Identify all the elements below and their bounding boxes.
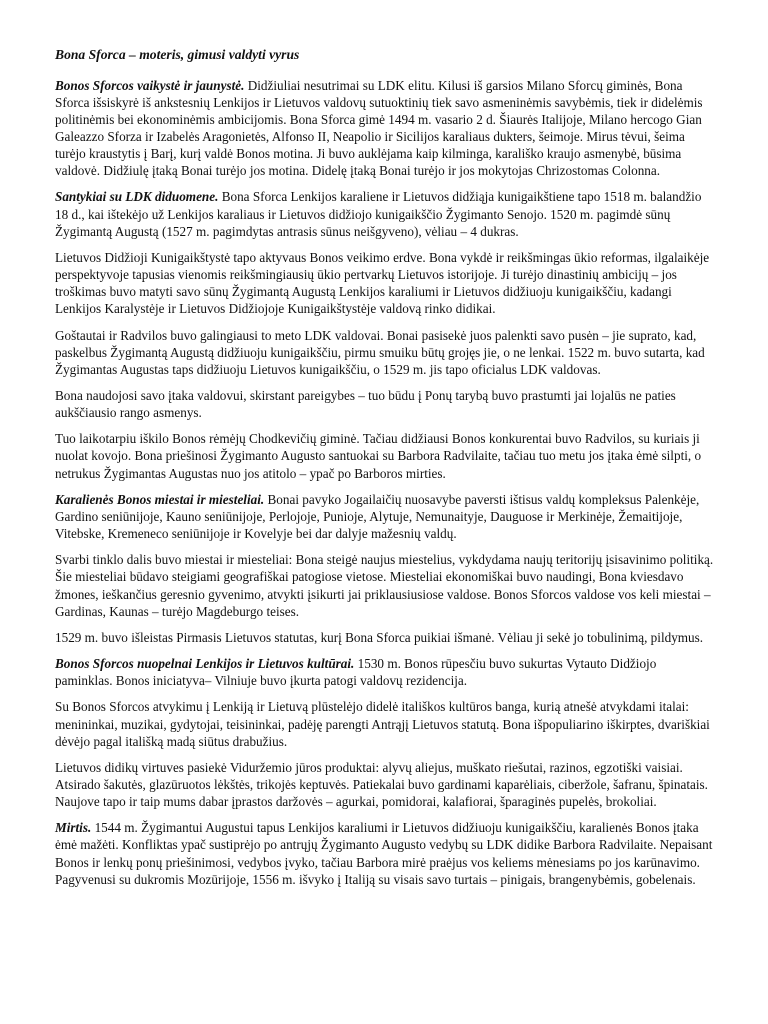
- paragraph-text: Didžiuliai nesutrimai su LDK elitu. Kilusi iš garsios Milano Sforcų giminės, Bona Sforca išsiskyrė iš ankstesnių Lenkijos ir Lietuvos valdovų sutuoktinių tiek savo asmeninėmis savybėmis, tiek ir didelėmis politinėmis bei ekonominėmis ambicijomis. Bona Sforca gimė 1494 m. vasario 2 d. Šiaurės Italijoje, Milano hercogo Gian Galeazzo Sforza ir Izabelės Aragonietės, Alfonso II, Neapolio ir Sicilijos karaliaus dukters, šeimoje. Mirus tėvui, šeima turėjo kraustytis į Barį, kurį valdė Bonos motina. Ji buvo auklėjama kaip kilminga, karališko kraujo asmenybė, būsima valdovė. Didžiulę įtaką Bonai turėjo jos motina. Didelę įtaką Bonai turėjo ir jos mokytojas Chrizostomas Colonna.: [55, 77, 703, 179]
- paragraph-heading: Bonos Sforcos nuopelnai Lenkijos ir Lietuvos kultūrai.: [55, 656, 355, 672]
- paragraph-culture: [55, 655, 717, 689]
- paragraph-cuisine: [55, 759, 717, 810]
- paragraph-gostautai-radvilos: [55, 327, 717, 378]
- paragraph-text: 1544 m. Žygimantui Augustui tapus Lenkijos karaliumi ir Lietuvos didžiuoju kunigaikščiu, karalienės Bonos įtaka ėmė mažėti. Konfliktas ypač sustiprėjo po antrųjų Žygimanto Augusto vedybų su LDK didike Barbora Radvilaite. Nepaisant Bonos ir lenkų ponų priešinimosi, vedybos įvyko, tačiau Barbora mirė praėjus vos keliems mėnesiams po jos karūnavimo. Pagyvenusi su dukromis Mozūrijoje, 1556 m. išvyko į Italiją su visais savo turtais – pinigais, brangenybėmis, gobelenais.: [55, 820, 713, 887]
- document-page: [55, 46, 717, 897]
- paragraph-death: [55, 819, 717, 888]
- paragraph-towns: [55, 491, 717, 542]
- paragraph-text: 1529 m. buvo išleistas Pirmasis Lietuvos statutas, kurį Bona Sforca puikiai išmanė. Vėliau ji sekė jo tobulinimą, pildymus.: [55, 629, 704, 645]
- paragraph-text: Goštautai ir Radvilos buvo galingiausi to meto LDK valdovai. Bonai pasisekė juos palenkti savo pusėn – jie suprato, kad, paskelbus Žygimantą Augustą didžiuoju kunigaikščiu, pirmu smuiku būtų grojęs jie, o ne lenkai. 1522 m. buvo sutarta, kad Žygimantas Augustas taps didžiuoju Lietuvos kunigaikščiu, o 1529 m. jis tapo oficialus LDK valdovas.: [55, 327, 705, 377]
- paragraph-text: Tuo laikotarpiu iškilo Bonos rėmėjų Chodkevičių giminė. Tačiau didžiausi Bonos konkurentai buvo Radvilos, su kuriais ji nuolat kovojo. Bona priešinosi Žygimanto Augusto santuokai su Barbora Radvilaite, tačiau tuo metu jos įtaka ėmė silpti, o netrukus Žygimantas Augustas nuo jos atitolo – ypač po Barboros mirties.: [55, 431, 702, 481]
- paragraph-gdl-activity: [55, 249, 717, 318]
- paragraph-text: Bona naudojosi savo įtaka valdovui, skirstant pareigybes – tuo būdu į Ponų tarybą buvo prastumti jai lojalūs ne paties aukščiausio rango asmenys.: [55, 388, 676, 421]
- paragraph-heading: Santykiai su LDK diduomene.: [55, 189, 219, 205]
- paragraph-heading: Karalienės Bonos miestai ir miesteliai.: [55, 491, 265, 507]
- paragraph-text: Lietuvos Didžioji Kunigaikštystė tapo aktyvaus Bonos veikimo erdve. Bona vykdė ir reikšmingas ūkio reformas, ilgalaikėje perspektyvoje tapusias vienomis reikšmingiausių ūkio pertvarkų Lietuvos istorijoje. Ji turėjo dinastinių ambicijų – jos troškimas buvo matyti savo sūnų Žygimantą Augustą Lenkijos karaliumi ir Lietuvos didžiuoju kunigaikščiu, kadangi Lenkijos Karalystėje ir Lietuvos Didžiojoje Kunigaikštystėje valdovą rinko didikai.: [55, 249, 710, 317]
- paragraph-text: Bona Sforca Lenkijos karaliene ir Lietuvos didžiąja kunigaikštiene tapo 1518 m. balandžio 18 d., kai ištekėjo už Lenkijos karaliaus ir Lietuvos didžiojo kunigaikščio Žygimanto Senojo. 1520 m. pagimdė sūnų Žygimantą Augustą (1527 m. pagimdytas antrasis sūnus neišgyveno), vėliau – 4 dukras.: [55, 189, 702, 239]
- paragraph-text: 1530 m. Bonos rūpesčiu buvo sukurtas Vytauto Didžiojo paminklas. Bonos iniciatyva– Vilniuje buvo įkurta patogi valdovų rezidencija.: [55, 656, 657, 689]
- document-title: Bona Sforca – moteris, gimusi valdyti vyrus: [55, 47, 300, 62]
- paragraph-chodkevicius: [55, 430, 717, 481]
- paragraph-influence: [55, 387, 717, 421]
- paragraph-text: Lietuvos didikų virtuves pasiekė Viduržemio jūros produktai: alyvų aliejus, muškato riešutai, razinos, egzotiški vaisiai. Atsirado šakutės, glazūruotos lėkštės, trikojės keptuvės. Patiekalai buvo gardinami kaparėliais, ciberžole, šafranu, špinatais. Naujove tapo ir taip mums dabar įprastos daržovės – agurkai, pomidorai, kalafiorai, šparaginės pupelės, brokoliai.: [55, 759, 708, 810]
- paragraph-childhood: [55, 77, 717, 180]
- paragraph-statute: [55, 629, 717, 646]
- paragraph-italian-culture: [55, 698, 717, 749]
- paragraph-heading: Bonos Sforcos vaikystė ir jaunystė.: [55, 77, 245, 93]
- paragraph-text: Su Bonos Sforcos atvykimu į Lenkiją ir Lietuvą plūstelėjo didelė itališkos kultūros banga, kurią atnešė atvykdami italai: menininkai, muzikai, gydytojai, teisininkai, padėję parengti Antrąjį Lietuvos statutą. Bona išpopuliarino iškirptes, dvariškiai dėvėjo pagal itališką madą siūtus drabužius.: [55, 699, 710, 749]
- paragraph-text: Bonai pavyko Jogailaičių nuosavybe paversti ištisus valdų kompleksus Palenkėje, Gardino seniūnijoje, Kauno seniūnijoje, Perlojoje, Punioje, Alytuje, Nemunaityje, Dauguose ir Merkinėje, Žemaitijoje, Vitebske, Kremeneco seniūnijoje ir Kovelyje bei dar dalyje mažesnių valdų.: [55, 491, 700, 542]
- paragraph-text: Svarbi tinklo dalis buvo miestai ir miesteliai: Bona steigė naujus miestelius, vykdydama naujų teritorijų įsisavinimo politiką. Šie miesteliai būdavo steigiami geografiškai patogiose vietose. Miesteliai ekonomiškai buvo naudingi, Bona kviesdavo žmones, ieškančius geresnio gyvenimo, atvykti įsikurti jai priklausiusiose valdose. Bonos Sforcos valdose vos keli miestai – Gardinas, Kaunas – turėjo Magdeburgo teises.: [55, 552, 714, 619]
- paragraph-town-network: [55, 551, 717, 620]
- paragraph-heading: Mirtis.: [55, 820, 92, 836]
- paragraph-nobility-relations: [55, 188, 717, 239]
